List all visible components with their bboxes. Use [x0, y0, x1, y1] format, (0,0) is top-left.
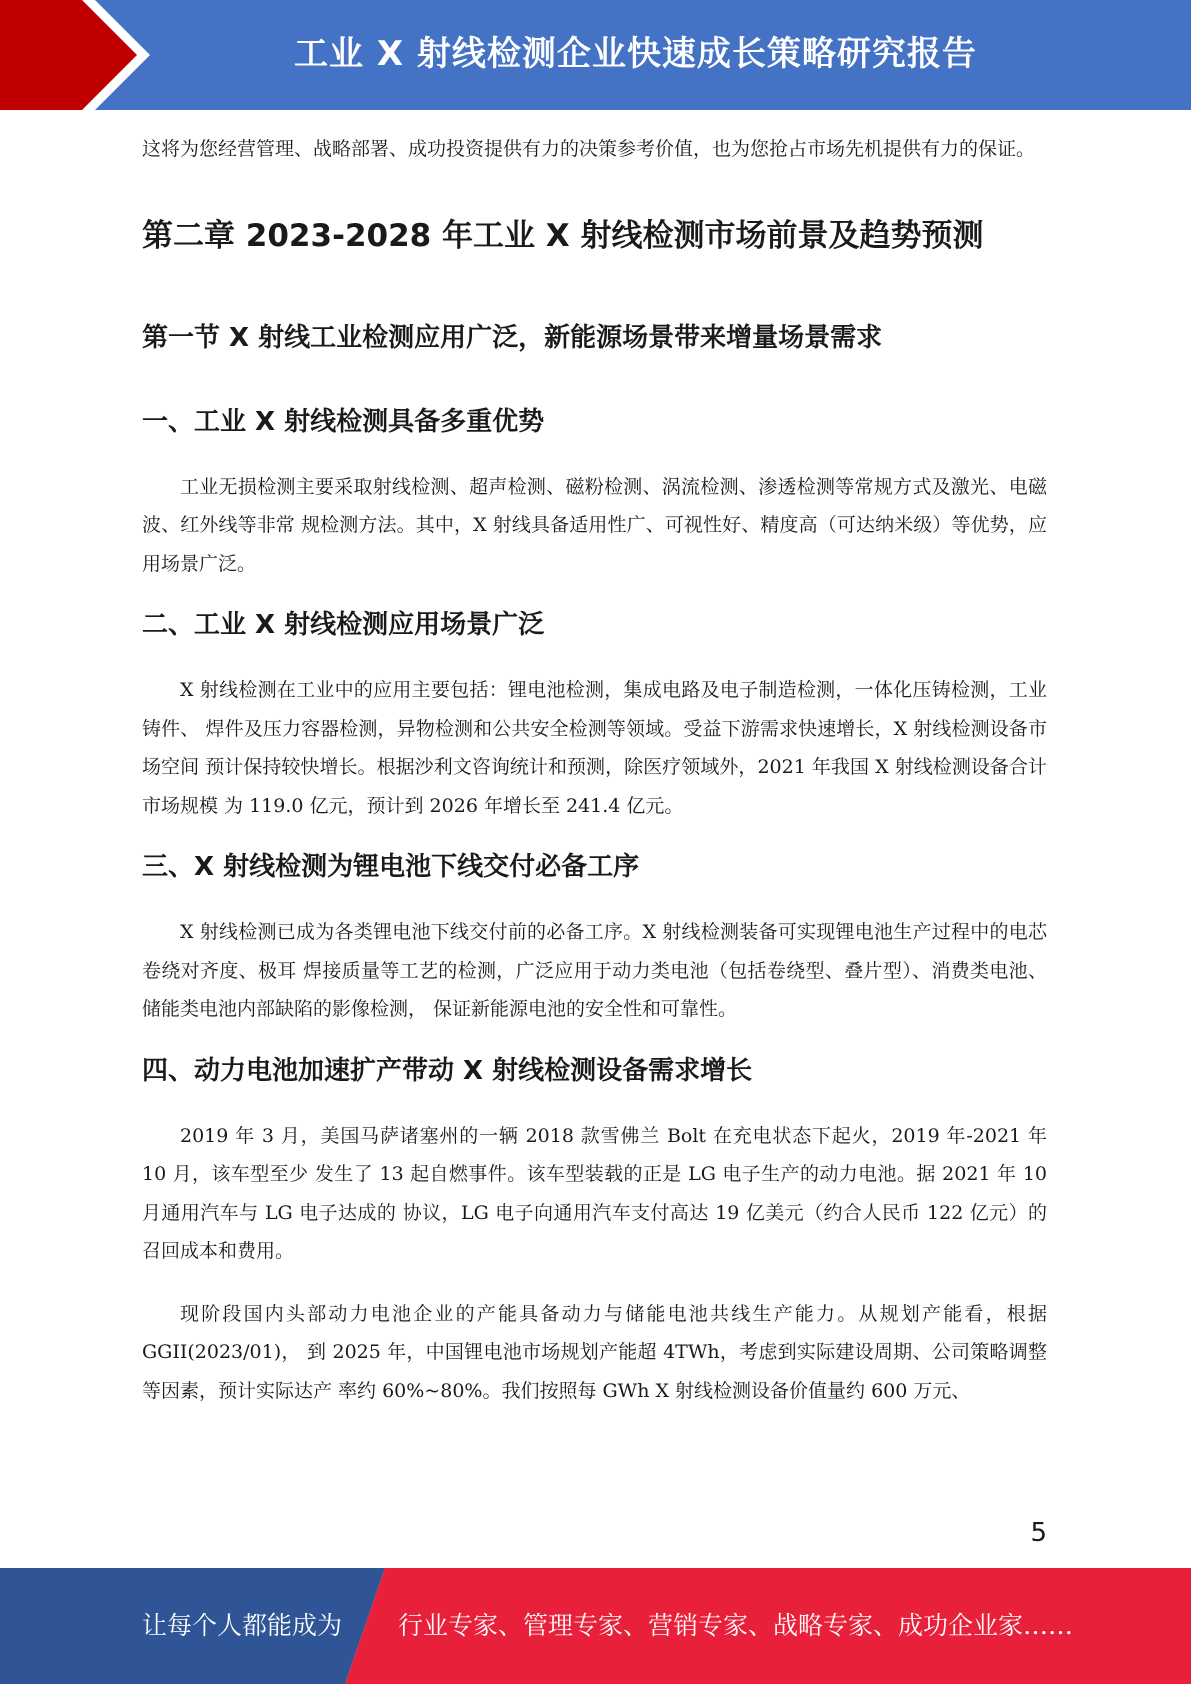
page-number: 5 [1030, 1518, 1047, 1548]
subsection-3-paragraph: X 射线检测已成为各类锂电池下线交付前的必备工序。X 射线检测装备可实现锂电池生产过程中的电芯卷绕对齐度、极耳 焊接质量等工艺的检测，广泛应用于动力类电池（包括卷绕型、叠片型）、消费类电池、储能类电池内部缺陷的影像检测， 保证新能源电池的安全性和可靠性。 [142, 921, 1047, 1020]
subsection-4-paragraph-2: 现阶段国内头部动力电池企业的产能具备动力与储能电池共线生产能力。从规划产能看，根据 GGII(2023/01)， 到 2025 年，中国锂电池市场规划产能超 4TWh，考虑到实际建设周期、公司策略调整等因素，预计实际达产 率约 60%~80%。我们按照每 GWh X 射线检测设备价值量约 600 万元、 [142, 1302, 1047, 1402]
report-title: 工业 X 射线检测企业快速成长策略研究报告 [294, 34, 977, 74]
page-header [0, 0, 1191, 110]
subsection-title-4: 四、动力电池加速扩产带动 X 射线检测设备需求增长 [142, 1055, 753, 1086]
subsection-1-paragraph: 工业无损检测主要采取射线检测、超声检测、磁粉检测、涡流检测、渗透检测等常规方式及激光、电磁波、红外线等非常 规检测方法。其中，X 射线具备适用性广、可视性好、精度高（可达纳米级）等优势，应用场景广泛。 [142, 475, 1047, 575]
subsection-4-paragraph-1: 2019 年 3 月，美国马萨诸塞州的一辆 2018 款雪佛兰 Bolt 在充电状态下起火，2019 年-2021 年 10 月，该车型至少 发生了 13 起自燃事件。该车型装载的正是 LG 电子生产的动力电池。据 2021 年 10 月通用汽车与 LG 电子达成的 协议，LG 电子向通用汽车支付高达 19 亿美元（约合人民币 122 亿元）的召回成本和费用。 [142, 1124, 1047, 1262]
subsection-title-1: 一、工业 X 射线检测具备多重优势 [142, 406, 545, 437]
section-title: 第一节 X 射线工业检测应用广泛，新能源场景带来增量场景需求 [142, 322, 883, 353]
subsection-2-paragraph: X 射线检测在工业中的应用主要包括：锂电池检测，集成电路及电子制造检测，一体化压铸检测，工业铸件、 焊件及压力容器检测，异物检测和公共安全检测等领域。受益下游需求快速增长，X 射线检测设备市场空间 预计保持较快增长。根据沙利文咨询统计和预测，除医疗领域外，2021 年我国 X 射线检测设备合计市场规模 为 119.0 亿元，预计到 2026 年增长至 241.4 亿元。 [142, 679, 1047, 817]
document-body [142, 130, 1047, 1410]
footer-slogan-left: 让每个人都能成为 [142, 1611, 343, 1640]
intro-paragraph: 这将为您经营管理、战略部署、成功投资提供有力的决策参考价值，也为您抢占市场先机提供有力的保证。 [142, 138, 1036, 160]
page-footer [0, 1568, 1191, 1684]
footer-slogan-right: 行业专家、管理专家、营销专家、战略专家、成功企业家…… [398, 1611, 1074, 1640]
header-arrow-decoration [0, 0, 160, 110]
subsection-title-2: 二、工业 X 射线检测应用场景广泛 [142, 610, 545, 640]
chapter-title: 第二章 2023-2028 年工业 X 射线检测市场前景及趋势预测 [142, 217, 984, 254]
subsection-title-3: 三、X 射线检测为锂电池下线交付必备工序 [142, 852, 640, 882]
